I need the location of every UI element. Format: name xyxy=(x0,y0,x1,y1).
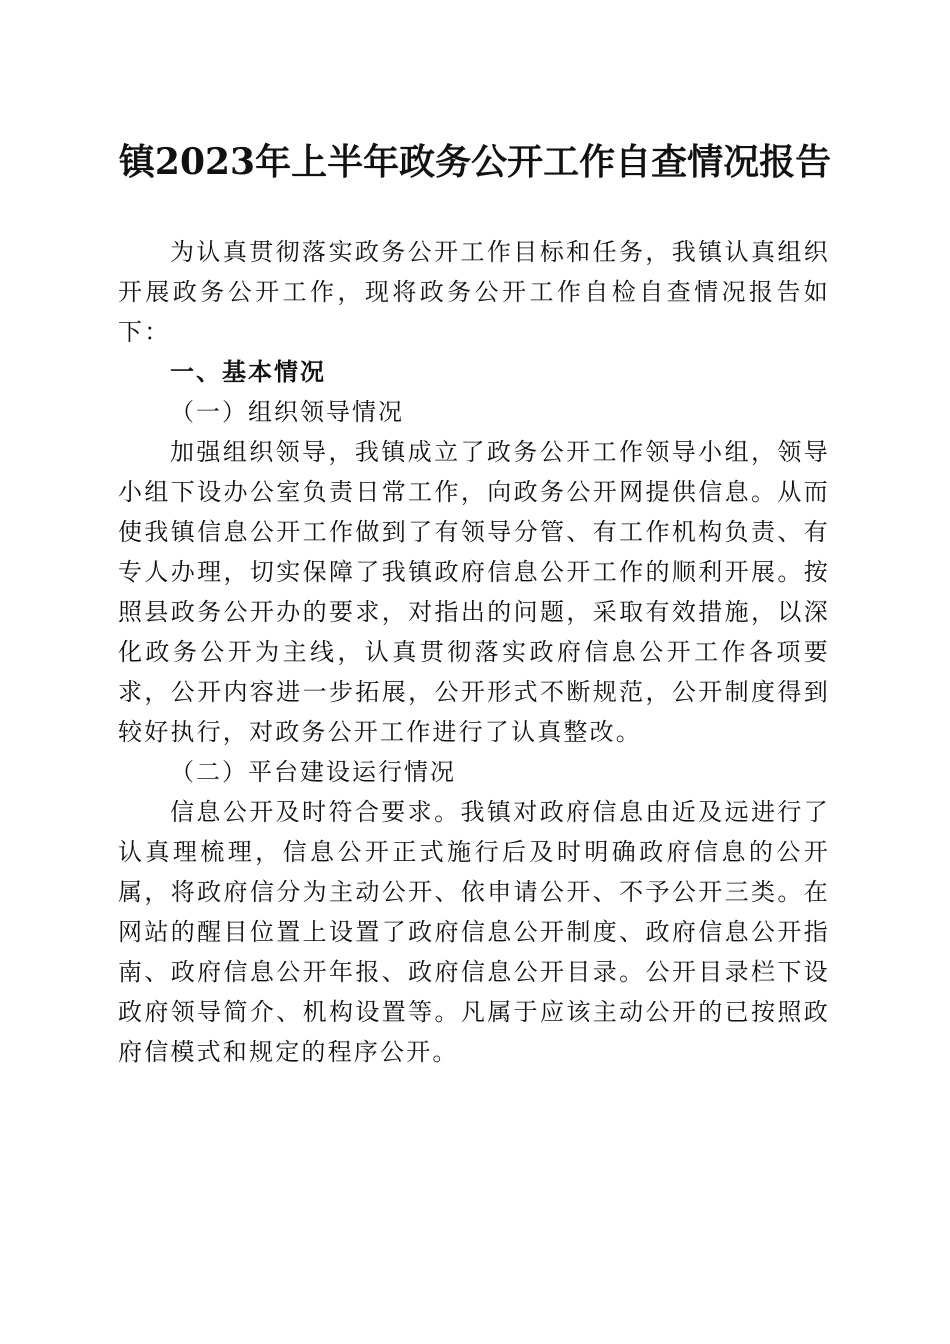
subsection-heading-organization-leadership: （一）组织领导情况 xyxy=(170,398,404,426)
document-body xyxy=(118,232,830,1072)
organization-leadership-paragraph: 加强组织领导，我镇成立了政务公开工作领导小组，领导小组下设办公室负责日常工作，向政务公开网提供信息。从而使我镇信息公开工作做到了有领导分管、有工作机构负责、有专人办理，切实保障了我镇政府信息公开工作的顺利开展。按照县政务公开办的要求，对指出的问题，采取有效措施，以深化政务公开为主线，认真贯彻落实政府信息公开工作各项要求，公开内容进一步拓展，公开形式不断规范，公开制度得到较好执行，对政务公开工作进行了认真整改。 xyxy=(118,438,830,746)
intro-paragraph: 为认真贯彻落实政务公开工作目标和任务，我镇认真组织开展政务公开工作，现将政务公开工作自检自查情况报告如下： xyxy=(118,238,830,346)
section-heading-basic-situation: 一、基本情况 xyxy=(170,358,326,386)
subsection-heading-platform-construction: （二）平台建设运行情况 xyxy=(170,758,456,786)
platform-construction-paragraph: 信息公开及时符合要求。我镇对政府信息由近及远进行了认真理梳理，信息公开正式施行后及时明确政府信息的公开属，将政府信分为主动公开、依申请公开、不予公开三类。在网站的醒目位置上设置了政府信息公开制度、政府信息公开指南、政府信息公开年报、政府信息公开目录。公开目录栏下设政府领导简介、机构设置等。凡属于应该主动公开的已按照政府信模式和规定的程序公开。 xyxy=(118,798,830,1066)
document-title: 镇2023年上半年政务公开工作自查情况报告 xyxy=(118,141,832,183)
